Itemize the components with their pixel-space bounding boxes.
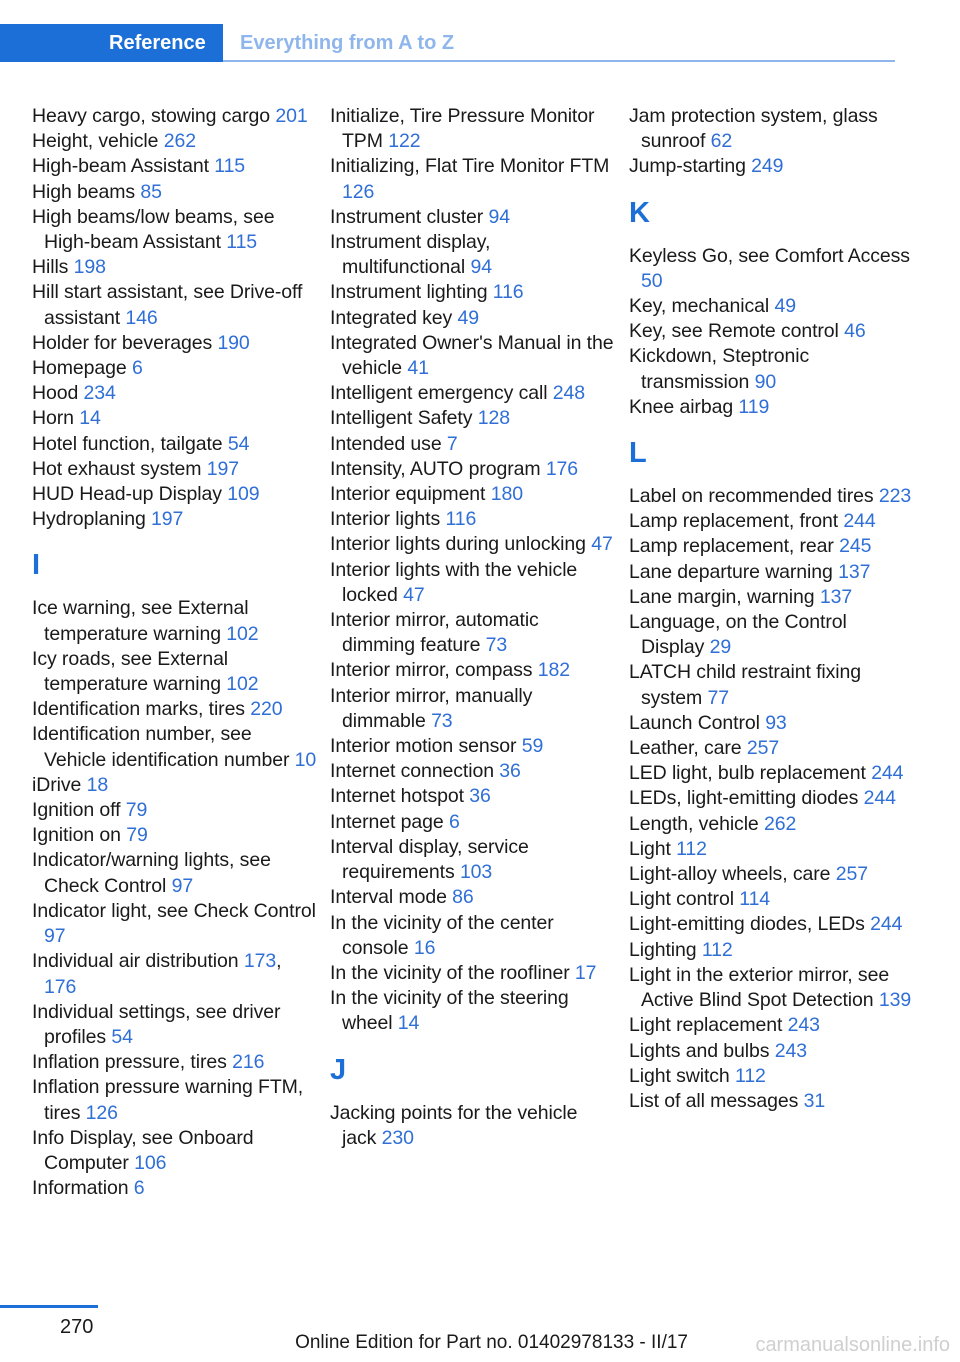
page-reference-link[interactable]: 137 [819, 585, 853, 608]
index-entry [32, 331, 317, 356]
index-entry [629, 1089, 914, 1114]
index-entry-term: Knee airbag [629, 395, 734, 418]
index-entry [629, 1039, 914, 1064]
page-reference-link[interactable]: 180 [490, 483, 523, 506]
index-entry-term: Interior motion sensor [330, 735, 517, 758]
page-reference-link[interactable]: 49 [457, 306, 480, 329]
index-entry [629, 344, 914, 394]
page-reference-link[interactable]: 216 [232, 1051, 265, 1074]
page-reference-link[interactable]: 79 [126, 824, 148, 847]
page-reference-link[interactable]: 245 [839, 535, 872, 558]
page-reference-link[interactable]: 122 [388, 130, 421, 153]
page-reference-link[interactable]: 257 [746, 737, 780, 760]
page-reference-link[interactable]: 93 [765, 711, 787, 734]
page-reference-link[interactable]: 94 [470, 256, 492, 279]
index-entry [330, 608, 615, 658]
page-reference-link[interactable]: 112 [735, 1064, 766, 1087]
index-entry-term: Lamp replacement, front [629, 510, 839, 533]
index-entry-term: Indicator/warning lights, see Check Control [32, 849, 271, 897]
index-entry [629, 786, 914, 811]
page-reference-link[interactable]: 17 [574, 961, 597, 984]
page-reference-link[interactable]: 173 [243, 950, 277, 973]
index-entry [629, 484, 914, 509]
index-entry [330, 835, 615, 885]
page-reference-link[interactable]: 6 [131, 357, 143, 380]
index-entry-term: Integrated key [330, 306, 453, 329]
index-entry [629, 736, 914, 761]
index-entry-term: Height, vehicle [32, 130, 159, 153]
index-entry-term: Integrated Owner's Manual in the vehicle [330, 331, 614, 380]
index-entry-term: Initializing, Flat Tire Monitor FTM [330, 155, 610, 178]
index-entry [330, 154, 615, 204]
index-entry-term: Interior lights during unlocking [330, 533, 586, 556]
page-reference-link[interactable]: 223 [878, 485, 912, 508]
index-entry [32, 381, 317, 406]
page-reference-link[interactable]: 47 [591, 533, 613, 556]
index-entry [629, 509, 914, 534]
index-entry [32, 647, 317, 697]
index-entry-term: Kickdown, Steptronic transmission [629, 345, 810, 393]
index-entry-term: In the vicinity of the center console [330, 911, 554, 959]
page-reference-link[interactable]: 36 [469, 785, 491, 808]
index-entry-term: LED light, bulb replacement [629, 762, 866, 785]
page-reference-link[interactable]: 16 [413, 936, 436, 959]
index-entry-term: Ignition off [32, 799, 121, 822]
index-entry [330, 911, 615, 961]
index-entry-term: Inflation pressure, tires [32, 1051, 227, 1074]
page-header [0, 24, 895, 62]
index-column-1 [32, 104, 317, 1201]
index-entry [330, 104, 615, 154]
page-reference-link[interactable]: 116 [492, 281, 524, 304]
index-entry [32, 280, 317, 330]
index-entry-term: Interior mirror, automatic dimming feature [330, 609, 539, 657]
index-entry [32, 457, 317, 482]
page-reference-link[interactable]: 6 [448, 810, 460, 833]
page-reference-link[interactable]: 50 [641, 269, 663, 292]
page-reference-link[interactable]: 146 [125, 306, 158, 329]
index-entry [32, 773, 317, 798]
page-reference-link[interactable]: 126 [85, 1101, 118, 1124]
index-entry [330, 810, 615, 835]
section-tab-reference[interactable]: Reference [0, 24, 223, 62]
page-reference-link[interactable]: 54 [227, 432, 250, 455]
page-reference-link[interactable]: 62 [710, 130, 733, 153]
page-reference-link[interactable]: 198 [73, 256, 106, 279]
index-entry-term: Light switch [629, 1064, 730, 1087]
footer-divider [0, 1305, 98, 1308]
index-entry-term: Intended use [330, 432, 442, 455]
index-entry-term: Icy roads, see External temperature warning [32, 647, 229, 696]
index-entry-term: Jam protection system, glass sunroof [629, 105, 878, 153]
page-reference-link[interactable]: 18 [86, 773, 109, 796]
index-entry [32, 154, 317, 179]
page-reference-link[interactable]: 77 [707, 686, 729, 709]
page-reference-link[interactable]: 85 [140, 180, 162, 203]
index-entry [629, 938, 914, 963]
index-entry [629, 585, 914, 610]
index-entry-term: LATCH child restraint fixing system [629, 661, 862, 709]
index-entry-term: iDrive [32, 773, 82, 796]
index-entry [330, 558, 615, 608]
index-entry-term: Indicator light, see Check Control [32, 899, 316, 922]
index-entry-term: High beams/low beams, see High-beam Assistant [32, 205, 275, 254]
index-entry [32, 180, 317, 205]
page-reference-link[interactable]: 115 [226, 231, 258, 254]
index-entry-term: Key, see Remote control [629, 320, 839, 343]
index-entry-term: Interior mirror, compass [330, 659, 533, 682]
page-reference-link[interactable]: 14 [397, 1012, 420, 1035]
page-reference-link[interactable]: 116 [445, 508, 477, 531]
index-entry-term: Heavy cargo, stowing cargo [32, 105, 271, 127]
index-entry-term: Individual air distribution [32, 950, 239, 973]
index-entry [330, 986, 615, 1036]
page-reference-link[interactable]: 97 [44, 925, 66, 948]
index-entry-term: High-beam Assistant [32, 155, 209, 178]
index-entry-term: Hill start assistant, see Drive-off assistant [32, 281, 303, 329]
page-reference-link[interactable]: 49 [774, 295, 796, 318]
index-entry [32, 205, 317, 255]
index-entry-term: List of all messages [629, 1089, 799, 1112]
index-entry-term: Hydroplaning [32, 508, 146, 531]
page-reference-link[interactable]: 86 [452, 886, 474, 909]
index-entry-term: Interior lights [330, 508, 441, 531]
index-entry [629, 1013, 914, 1038]
index-entry [629, 862, 914, 887]
page-reference-link[interactable]: 220 [250, 698, 283, 721]
index-entry-term: Keyless Go, see Comfort Access [629, 244, 910, 267]
index-entry-term: Ice warning, see External temperature warning [32, 597, 249, 645]
index-entry [330, 457, 615, 482]
index-entry [32, 356, 317, 381]
page-reference-link[interactable]: 249 [751, 155, 784, 178]
page-reference-link[interactable]: 119 [738, 395, 770, 418]
index-entry-term: In the vicinity of the steering wheel [330, 987, 569, 1035]
index-entry [629, 154, 914, 179]
index-entry-term: Individual settings, see driver profiles [32, 1000, 281, 1048]
index-entry-term: Language, on the Control Display [629, 611, 847, 659]
index-entry [330, 759, 615, 784]
index-entry [330, 1101, 615, 1151]
index-entry [32, 722, 317, 772]
page-reference-link[interactable]: 6 [133, 1177, 145, 1200]
index-entry [629, 534, 914, 559]
index-entry [330, 784, 615, 809]
index-entry-term: Ignition on [32, 824, 121, 847]
index-entry [330, 532, 615, 557]
page-reference-link[interactable]: 244 [871, 762, 904, 785]
index-entry [629, 319, 914, 344]
index-entry [32, 432, 317, 457]
page-reference-link[interactable]: 139 [878, 989, 912, 1012]
index-entry-term: Lane margin, warning [629, 585, 815, 608]
index-entry-term: LEDs, light-emitting diodes [629, 787, 859, 810]
index-entry-term: Hood [32, 382, 79, 405]
page-reference-link[interactable]: 59 [521, 735, 544, 758]
page-reference-link[interactable]: 248 [552, 382, 586, 405]
page-reference-link[interactable]: 190 [217, 331, 250, 354]
index-entry [330, 331, 615, 381]
index-entry [330, 432, 615, 457]
index-entry [32, 104, 317, 129]
index-entry [32, 596, 317, 646]
index-entry-term: Light control [629, 888, 734, 911]
index-entry-term: Jacking points for the vehicle jack [330, 1101, 578, 1149]
index-entry [32, 899, 317, 949]
index-entry [32, 1126, 317, 1176]
page-reference-link[interactable]: 47 [403, 583, 425, 606]
index-entry [330, 658, 615, 683]
index-letter-heading: K [629, 196, 650, 229]
index-entry-term: Lighting [629, 938, 697, 961]
page-reference-link[interactable]: 243 [774, 1039, 808, 1062]
page-reference-link[interactable]: 244 [870, 913, 903, 936]
index-letter-heading: I [32, 549, 41, 582]
page-reference-link[interactable]: 201 [275, 105, 308, 127]
index-entry [629, 761, 914, 786]
index-entry [32, 798, 317, 823]
page-reference-link[interactable]: 137 [838, 560, 871, 583]
page-reference-link[interactable]: 112 [676, 837, 707, 860]
page-reference-link[interactable]: 257 [835, 863, 868, 886]
index-entry [32, 697, 317, 722]
index-entry [330, 507, 615, 532]
index-entry [629, 912, 914, 937]
index-entry [629, 560, 914, 585]
page-reference-link[interactable]: 112 [701, 938, 733, 961]
page-reference-link[interactable]: 114 [739, 888, 771, 911]
index-entry [330, 482, 615, 507]
index-entry-term: Interval mode [330, 886, 447, 909]
index-entry-term: Interior lights with the vehicle locked [330, 558, 578, 606]
index-entry-term: Label on recommended tires [629, 485, 874, 508]
index-entry-term: Launch Control [629, 711, 760, 734]
index-entry-term: Internet connection [330, 760, 494, 783]
edition-note: Online Edition for Part no. 01402978133 - II/17 [295, 1332, 688, 1353]
index-entry [330, 381, 615, 406]
index-letter-heading: L [629, 437, 647, 470]
index-entry [330, 280, 615, 305]
index-entry [629, 887, 914, 912]
index-entry [32, 507, 317, 532]
index-entry-term: Holder for beverages [32, 331, 213, 354]
page-reference-link[interactable]: 126 [342, 180, 375, 203]
page-reference-link[interactable]: 109 [227, 483, 260, 506]
index-entry [330, 306, 615, 331]
index-entry-term: Initialize, Tire Pressure Monitor TPM [330, 105, 595, 153]
index-entry [629, 294, 914, 319]
index-entry-term: Information [32, 1177, 129, 1200]
index-entry-term: Light-emitting diodes, LEDs [629, 913, 865, 936]
index-entry [629, 812, 914, 837]
index-entry [629, 610, 914, 660]
index-entry [32, 848, 317, 898]
index-entry-term: Instrument display, multifunctional [330, 231, 491, 279]
page-reference-link[interactable]: 115 [214, 155, 246, 178]
index-entry [32, 823, 317, 848]
index-entry [629, 660, 914, 710]
index-entry-term: Interior mirror, manually dimmable [330, 684, 533, 732]
page-reference-link[interactable]: 182 [537, 659, 570, 682]
index-entry [32, 1075, 317, 1125]
index-entry-term: Internet page [330, 810, 444, 833]
page-reference-link[interactable]: 106 [134, 1151, 167, 1174]
index-entry-term: Lamp replacement, rear [629, 535, 834, 558]
page-reference-link[interactable]: 36 [499, 760, 521, 783]
index-entry-term: High beams [32, 180, 136, 203]
page-reference-link[interactable]: 197 [206, 457, 240, 480]
index-entry-term: Identification marks, tires [32, 698, 245, 721]
index-entry-term: Hotel function, tailgate [32, 432, 223, 455]
index-entry [32, 482, 317, 507]
page-reference-link[interactable]: 244 [863, 787, 896, 810]
index-entry [629, 244, 914, 294]
page-reference-link[interactable]: 243 [787, 1014, 820, 1037]
page-reference-link[interactable]: 97 [171, 874, 194, 897]
page-reference-link[interactable]: 262 [163, 130, 196, 153]
page-reference-link[interactable]: 54 [111, 1025, 133, 1048]
page-reference-link[interactable]: 90 [754, 370, 777, 393]
index-entry-term: Identification number, see Vehicle identification number [32, 723, 290, 771]
index-entry-term: Horn [32, 407, 74, 430]
watermark: carmanualsonline.info [755, 1334, 950, 1356]
page-reference-link[interactable]: 128 [477, 407, 510, 430]
index-entry-term: Jump-starting [629, 155, 746, 178]
page-reference-link[interactable]: 14 [79, 407, 101, 430]
page-reference-link[interactable]: 31 [803, 1089, 826, 1112]
page-reference-link[interactable]: 41 [407, 357, 429, 380]
page-reference-link[interactable]: 29 [709, 636, 732, 659]
index-entry [629, 837, 914, 862]
index-entry-term: Info Display, see Onboard Computer [32, 1126, 254, 1174]
index-entry-term: HUD Head-up Display [32, 483, 222, 506]
index-entry [629, 963, 914, 1013]
index-entry-term: Leather, care [629, 737, 742, 760]
index-entry [629, 104, 914, 154]
index-entry-term: Length, vehicle [629, 812, 759, 835]
page-reference-link[interactable]: 10 [294, 748, 317, 771]
page-reference-link[interactable]: 46 [844, 320, 866, 343]
index-entry [32, 1050, 317, 1075]
index-entry-term: Instrument cluster [330, 205, 484, 228]
index-entry [330, 205, 615, 230]
page-number: 270 [60, 1316, 94, 1338]
index-entry-term: Light in the exterior mirror, see Active Blind Spot Detection [629, 963, 890, 1012]
header-divider [223, 60, 895, 62]
index-entry [32, 1000, 317, 1050]
index-entry [629, 1064, 914, 1089]
index-entry [330, 961, 615, 986]
page-reference-link[interactable]: 176 [44, 975, 77, 998]
index-entry [330, 230, 615, 280]
index-entry [32, 129, 317, 154]
index-column-2 [330, 104, 615, 1151]
index-entry [32, 1176, 317, 1201]
page-reference-link[interactable]: 197 [151, 508, 184, 531]
index-entry [32, 406, 317, 431]
index-entry-term: Interior equipment [330, 483, 486, 506]
index-entry [629, 711, 914, 736]
index-entry [330, 734, 615, 759]
index-entry-term: Internet hotspot [330, 785, 464, 808]
index-entry [330, 684, 615, 734]
index-entry-term: Key, mechanical [629, 295, 770, 318]
page-reference-link[interactable]: 102 [226, 673, 259, 696]
section-tab-a-to-z[interactable]: Everything from A to Z [240, 32, 455, 54]
page-reference-link[interactable]: 73 [485, 634, 508, 657]
index-entry-term: Light replacement [629, 1014, 783, 1037]
index-entry-term: Lane departure warning [629, 560, 833, 583]
page-reference-link[interactable]: 73 [431, 709, 453, 732]
index-letter-heading: J [330, 1053, 347, 1086]
index-entry-term: Hills [32, 256, 69, 279]
page-reference-link[interactable]: 79 [125, 799, 148, 822]
index-entry-term: Intelligent emergency call [330, 382, 548, 405]
index-entry [330, 885, 615, 910]
index-entry: Individual air distribution 173, 176 [32, 950, 282, 998]
index-entry-term: Lights and bulbs [629, 1039, 770, 1062]
index-entry-term: Interval display, service requirements [330, 835, 529, 884]
index-entry-term: Light [629, 837, 671, 860]
page-reference-link[interactable]: 94 [488, 205, 510, 228]
index-entry-term: Homepage [32, 357, 127, 380]
page-reference-link[interactable]: 262 [764, 812, 797, 835]
page-reference-link[interactable]: 102 [226, 622, 259, 645]
index-entry [629, 395, 914, 420]
index-entry-term: Intelligent Safety [330, 407, 473, 430]
index-entry-term: In the vicinity of the roofliner [330, 961, 570, 984]
page-reference-link[interactable]: 244 [843, 510, 876, 533]
page-reference-link[interactable]: 234 [83, 382, 116, 405]
index-column-3 [629, 104, 914, 1114]
index-entry-term: Light-alloy wheels, care [629, 863, 831, 886]
index-entry [330, 406, 615, 431]
page-reference-link[interactable]: 230 [381, 1126, 414, 1149]
index-entry-term: Intensity, AUTO program [330, 457, 541, 480]
index-entry-term: Hot exhaust system [32, 457, 202, 480]
page-reference-link[interactable]: 176 [545, 457, 579, 480]
index-entry-term: Instrument lighting [330, 281, 488, 304]
index-entry-term: Inflation pressure warning FTM, tires [32, 1076, 304, 1124]
page-reference-link[interactable]: 103 [459, 861, 493, 884]
page-reference-link[interactable]: 7 [446, 432, 458, 455]
index-entry [32, 255, 317, 280]
